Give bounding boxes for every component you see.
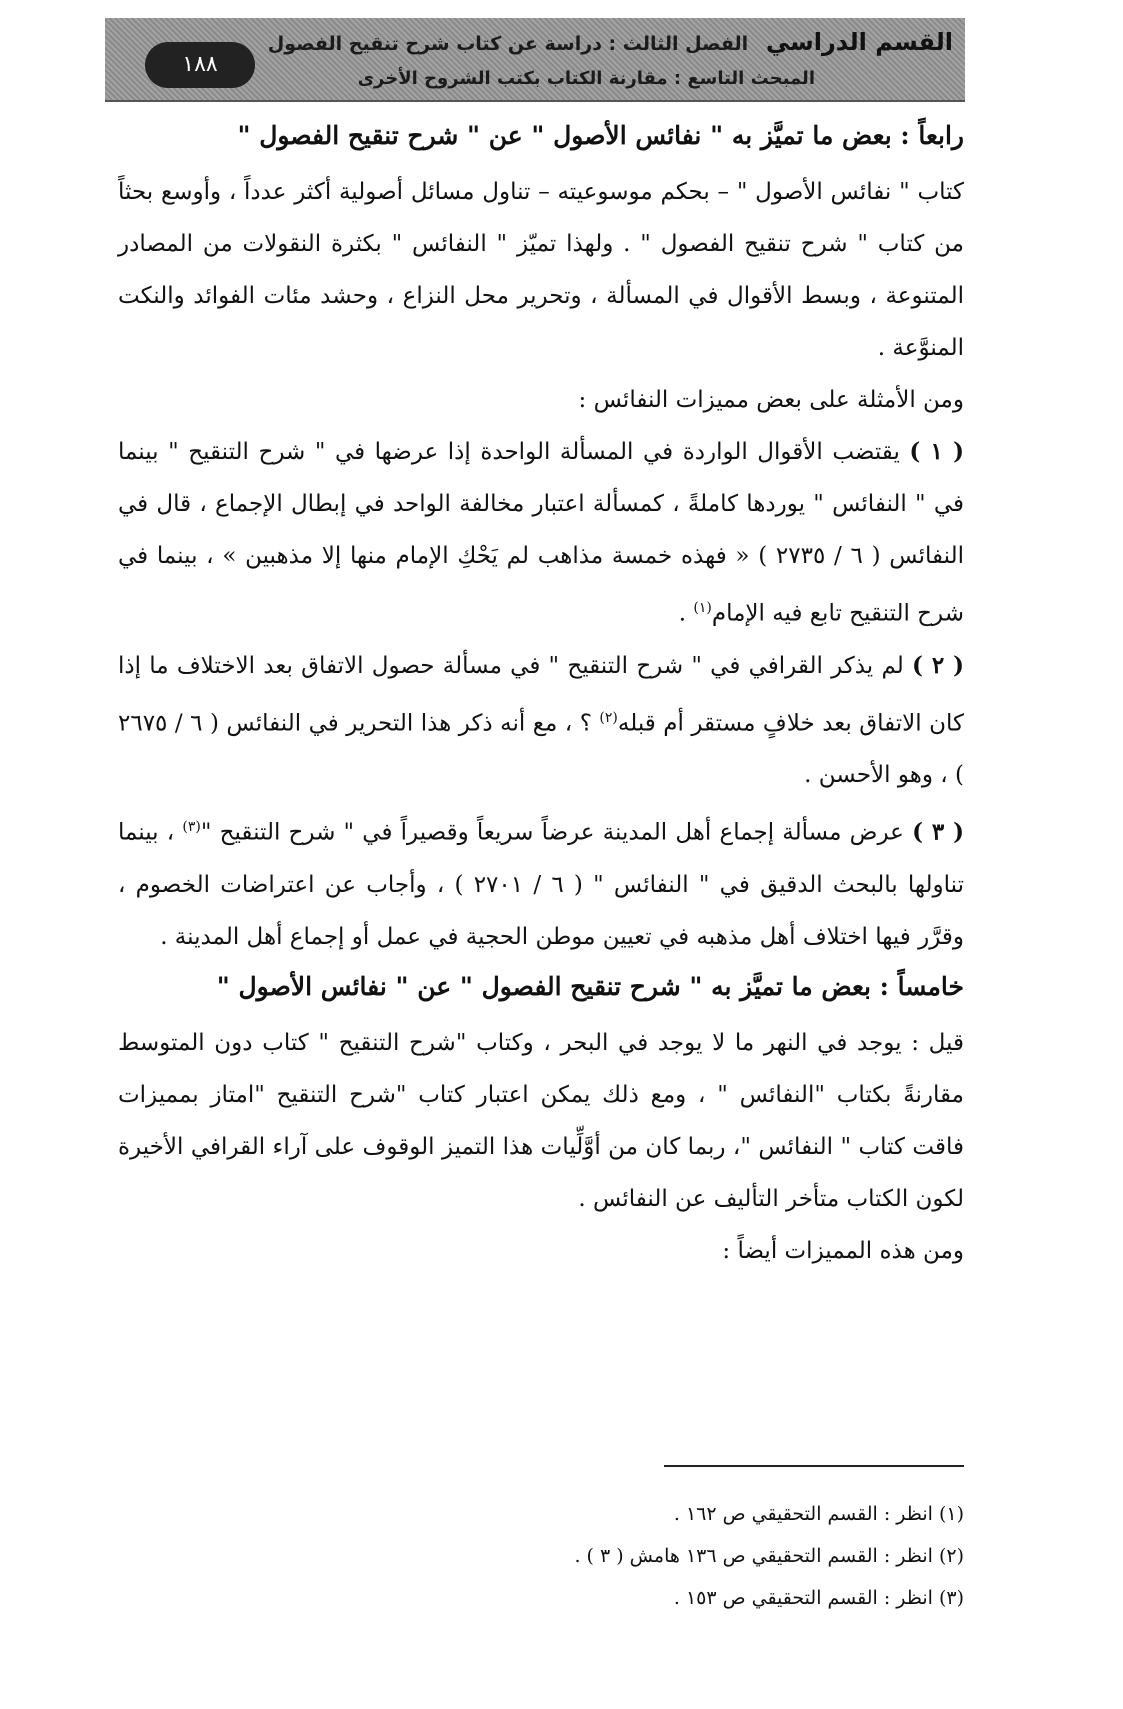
example-item-1: [118, 426, 964, 640]
example-item-2: [118, 640, 964, 802]
example-item-3: [118, 801, 964, 963]
running-header: [105, 18, 965, 102]
item-text: لم يذكر القرافي في " شرح التنقيح " في مسألة حصول الاتفاق بعد الاختلاف ما إذا كان الاتفاق بعد خلافٍ مستقر أم قبله: [118, 652, 964, 737]
footnote-ref: (١): [693, 600, 712, 616]
item-number: ( ٣ ): [912, 818, 965, 846]
page-number: ١٨٨: [145, 42, 255, 88]
item-tail: ؟ ، مع أنه ذكر هذا التحرير في النفائس ( ٦ / ٢٦٧٥ ) ، وهو الأحسن .: [118, 710, 964, 789]
footnote-ref: (٣): [182, 819, 201, 836]
footnote-3: (٣) انظر : القسم التحقيقي ص ١٥٣ .: [673, 1587, 964, 1609]
page-body: [118, 118, 964, 1277]
section5-outro: ومن هذه المميزات أيضاً :: [722, 1237, 964, 1264]
item-tail: .: [678, 600, 694, 627]
examples-intro: ومن الأمثلة على بعض مميزات النفائس :: [578, 387, 964, 413]
footnote-1: (١) انظر : القسم التحقيقي ص ١٦٢ .: [673, 1503, 964, 1525]
footnote-2: (٢) انظر : القسم التحقيقي ص ١٣٦ هامش ( ٣ ) .: [574, 1545, 964, 1567]
header-section: القسم الدراسي: [765, 28, 953, 56]
header-title: [268, 28, 953, 56]
section-heading-4: رابعاً : بعض ما تميَّز به " نفائس الأصول " عن " شرح تنقيح الفصول ": [237, 121, 964, 150]
item-tail: ، بينما تناولها بالبحث الدقيق في " النفائس " ( ٦ / ٢٧٠١ ) ، وأجاب عن اعتراضات الخصوم ، وقرَّر فيها اختلاف أهل مذهبه في تعيين موطن الحجية في عمل أو إجماع أهل المدينة .: [118, 819, 964, 950]
footnote-divider: [664, 1465, 964, 1467]
section4-intro: كتاب " نفائس الأصول " – بحكم موسوعيته – تناول مسائل أصولية أكثر عدداً ، وأوسع بحثاً من كتاب " شرح تنقيح الفصول " . ولهذا تميّز " النفائس " بكثرة النقولات من المصادر المتنوعة ، وبسط الأقوال في المسألة ، وتحرير محل النزاع ، وحشد مئات الفوائد والنكت المنوَّعة .: [118, 179, 964, 361]
item-number: ( ١ ): [909, 438, 964, 465]
header-subsection: المبحث التاسع : مقارنة الكتاب بكتب الشروح الأخرى: [357, 68, 815, 89]
item-text: يقتضب الأقوال الواردة في المسألة الواحدة إذا عرضها في " شرح التنقيح " بينما في " النفائس " يوردها كاملةً ، كمسألة اعتبار مخالفة الواحد في إبطال الإجماع ، قال في النفائس ( ٦ / ٢٧٣٥ ) « فهذه خمسة مذاهب لم يَحْكِ الإمام منها إلا مذهبين » ، بينما في شرح التنقيح تابع فيه الإمام: [118, 439, 964, 627]
header-chapter: الفصل الثالث : دراسة عن كتاب شرح تنقيح الفصول: [267, 33, 749, 55]
item-text: عرض مسألة إجماع أهل المدينة عرضاً سريعاً وقصيراً في " شرح التنقيح ": [200, 819, 904, 846]
section-heading-5: خامساً : بعض ما تميَّز به " شرح تنقيح الفصول " عن " نفائس الأصول ": [216, 971, 964, 1001]
item-number: ( ٢ ): [912, 651, 965, 679]
section5-intro: قيل : يوجد في النهر ما لا يوجد في البحر ، وكتاب "شرح التنقيح " كتاب دون المتوسط مقارنةً بكتاب "النفائس " ، ومع ذلك يمكن اعتبار كتاب "شرح التنقيح "امتاز بمميزات فاقت كتاب " النفائس "، ربما كان من أوَّلِّيات هذا التميز الوقوف على آراء القرافي الأخيرة لكون الكتاب متأخر التأليف عن النفائس .: [118, 1029, 964, 1212]
footnotes: [118, 1465, 964, 1619]
footnote-ref: (٢): [599, 709, 618, 726]
